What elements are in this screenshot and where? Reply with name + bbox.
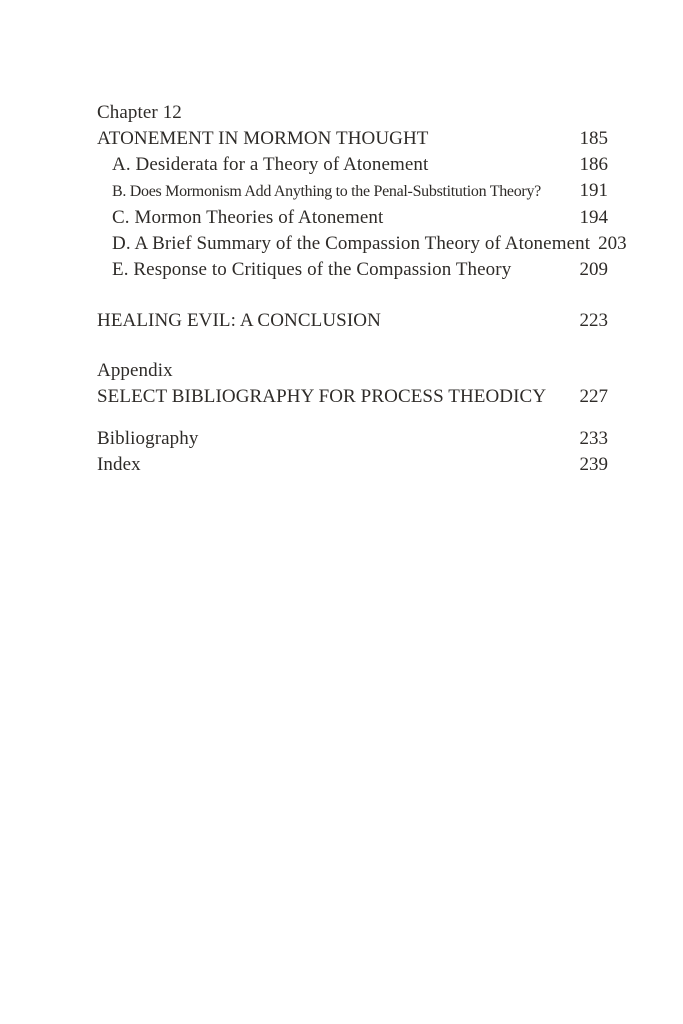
appendix-label: Appendix	[97, 360, 173, 381]
toc-entry-page-number: 223	[579, 310, 608, 331]
toc-row-appendix-label	[97, 358, 608, 384]
toc-entry-title: E. Response to Critiques of the Compassion Theory	[112, 259, 512, 280]
toc-entry-select-bibliography	[97, 384, 608, 410]
toc-entry-title: ATONEMENT IN MORMON THOUGHT	[97, 128, 429, 149]
toc-entry-page-number: 209	[579, 259, 608, 280]
toc-entry-title: Bibliography	[97, 428, 199, 449]
toc-entry-healing-evil-conclusion	[97, 308, 608, 334]
toc-entry-page-number: 191	[579, 180, 608, 201]
toc-entry-title: HEALING EVIL: A CONCLUSION	[97, 310, 381, 331]
toc-entry-index	[97, 452, 608, 478]
table-of-contents	[97, 100, 627, 478]
toc-entry-page-number: 227	[579, 386, 608, 407]
toc-entry-title: A. Desiderata for a Theory of Atonement	[112, 154, 429, 175]
toc-entry-title: C. Mormon Theories of Atonement	[112, 207, 384, 228]
toc-entry-title: SELECT BIBLIOGRAPHY FOR PROCESS THEODICY	[97, 386, 547, 407]
toc-entry-page-number: 203	[598, 233, 627, 254]
toc-entry-mormon-theories	[97, 205, 608, 231]
toc-entry-title: D. A Brief Summary of the Compassion Theory of Atonement	[112, 233, 591, 254]
toc-entry-penal-substitution	[97, 178, 608, 205]
toc-entry-title: Index	[97, 454, 141, 475]
toc-entry-page-number: 194	[579, 207, 608, 228]
toc-entry-page-number: 233	[579, 428, 608, 449]
toc-entry-brief-summary	[97, 231, 627, 257]
toc-entry-page-number: 185	[579, 128, 608, 149]
toc-entry-atonement-in-mormon-thought	[97, 126, 608, 152]
toc-entry-desiderata	[97, 152, 608, 178]
toc-row-chapter-12	[97, 100, 608, 126]
toc-entry-title: B. Does Mormonism Add Anything to the Penal-Substitution Theory?	[112, 183, 541, 200]
toc-entry-response-critiques	[97, 257, 608, 283]
chapter-number-label: Chapter 12	[97, 102, 182, 123]
toc-entry-page-number: 186	[579, 154, 608, 175]
toc-entry-bibliography	[97, 426, 608, 452]
toc-entry-page-number: 239	[579, 454, 608, 475]
